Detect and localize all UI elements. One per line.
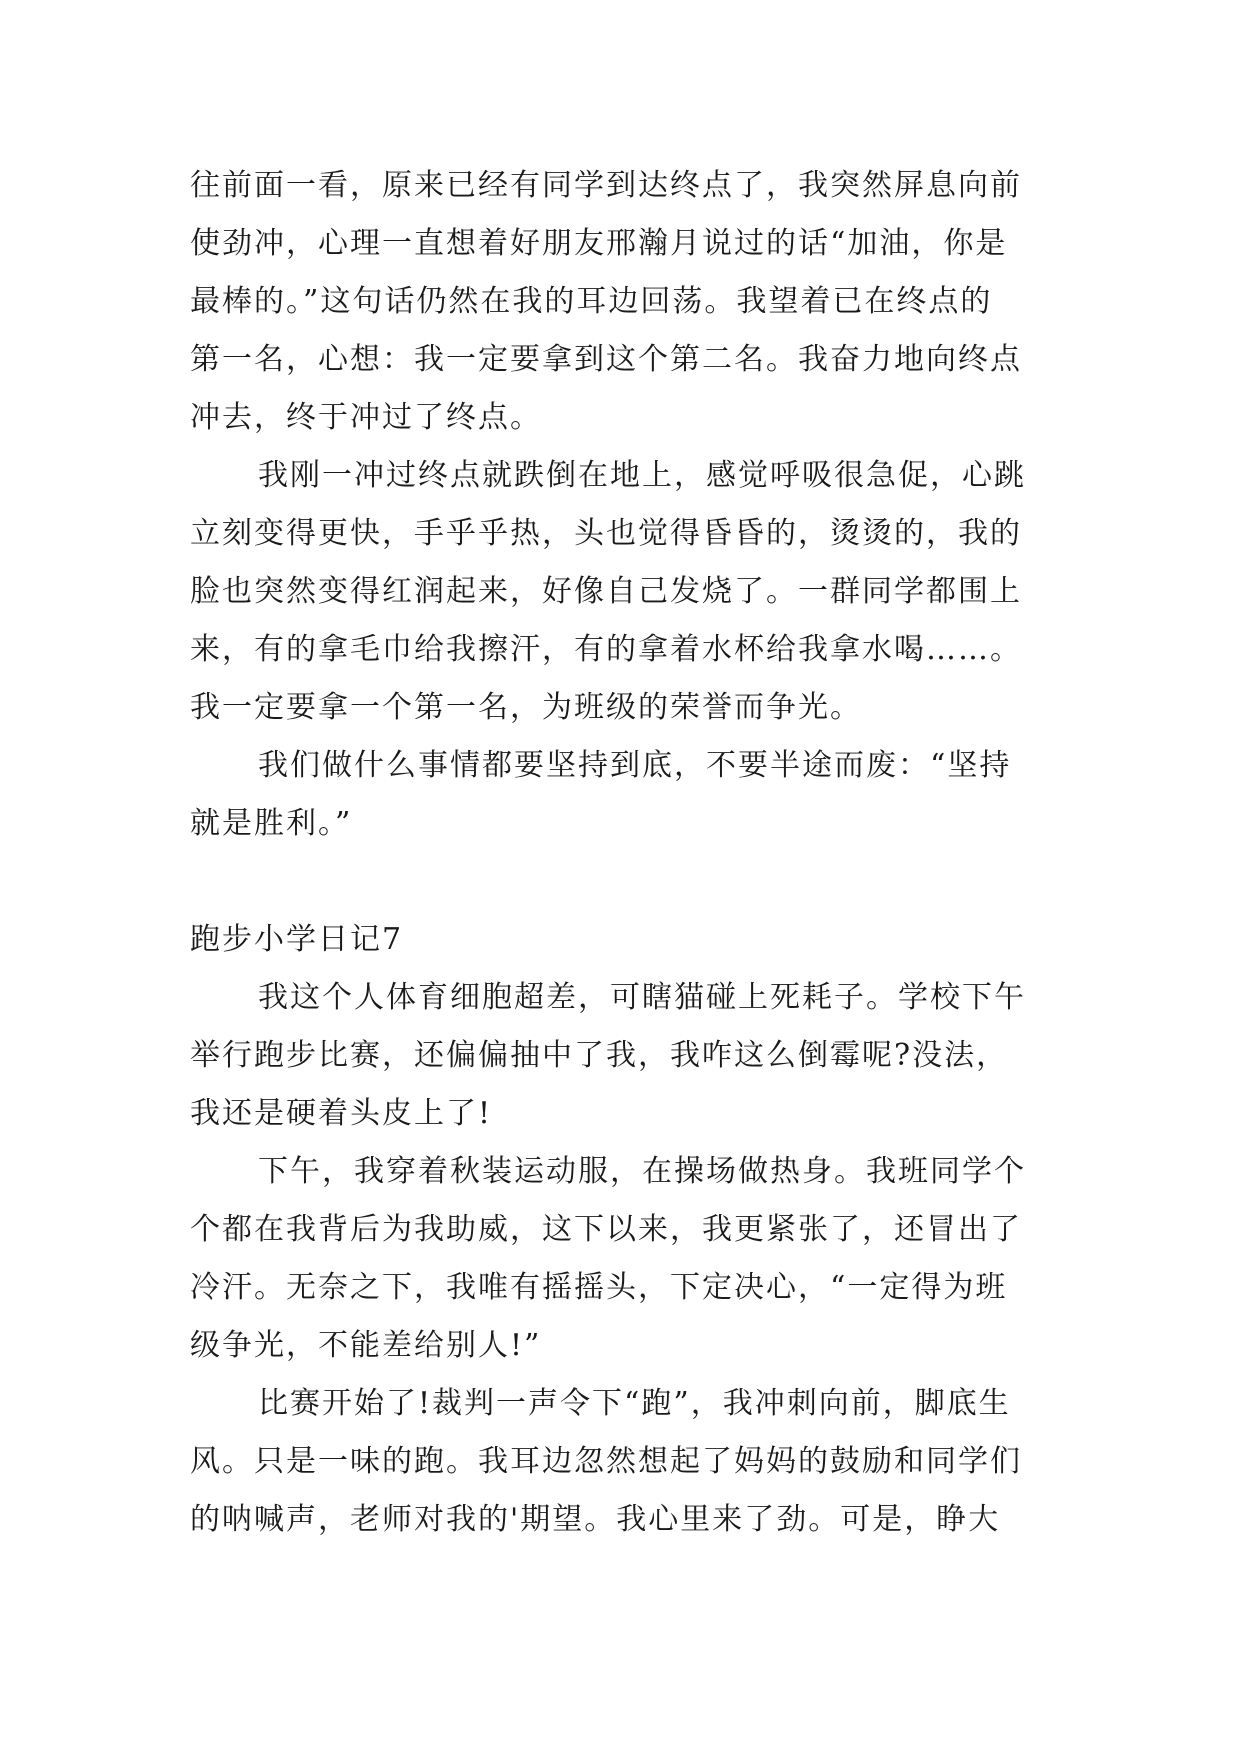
text-line: 下午，我穿着秋装运动服，在操场做热身。我班同学个 [258, 1154, 1026, 1189]
text-block-diary-7 [190, 911, 1070, 1549]
text-line: 的呐喊声，老师对我的'期望。我心里来了劲。可是，睁大 [190, 1502, 1001, 1537]
text-line: 来，有的拿毛巾给我擦汗，有的拿着水杯给我拿水喝……。 [190, 632, 1022, 667]
text-line: 冲去，终于冲过了终点。 [190, 400, 542, 435]
text-line: 举行跑步比赛，还偏偏抽中了我，我咋这么倒霉呢?没法， [190, 1038, 1009, 1073]
text-line: 脸也突然变得红润起来，好像自己发烧了。一群同学都围上 [190, 574, 1022, 609]
text-line: 最棒的。”这句话仍然在我的耳边回荡。我望着已在终点的 [190, 284, 993, 319]
text-line: 第一名，心想：我一定要拿到这个第二名。我奋力地向终点 [190, 342, 1022, 377]
text-line: 就是胜利。” [190, 806, 353, 841]
text-line: 比赛开始了!裁判一声令下“跑”，我冲刺向前，脚底生 [258, 1386, 1011, 1421]
text-line: 我刚一冲过终点就跌倒在地上，感觉呼吸很急促，心跳 [258, 458, 1026, 493]
text-line: 使劲冲，心理一直想着好朋友邢瀚月说过的话“加油，你是 [190, 226, 1008, 261]
text-line: 我还是硬着头皮上了! [190, 1096, 493, 1131]
text-block-race-finish [190, 157, 1070, 853]
text-line: 我这个人体育细胞超差，可瞎猫碰上死耗子。学校下午 [258, 980, 1026, 1015]
text-line: 级争光，不能差给别人!” [190, 1328, 542, 1363]
text-line: 风。只是一味的跑。我耳边忽然想起了妈妈的鼓励和同学们 [190, 1444, 1022, 1479]
text-line: 立刻变得更快，手乎乎热，头也觉得昏昏的，烫烫的，我的 [190, 516, 1022, 551]
text-line: 我们做什么事情都要坚持到底，不要半途而废：“坚持 [258, 748, 1012, 783]
text-line: 往前面一看，原来已经有同学到达终点了，我突然屏息向前 [190, 168, 1022, 203]
text-line: 我一定要拿一个第一名，为班级的荣誉而争光。 [190, 690, 862, 725]
text-line: 冷汗。无奈之下，我唯有摇摇头，下定决心，“一定得为班 [190, 1270, 1008, 1305]
text-line: 个都在我背后为我助威，这下以来，我更紧张了，还冒出了 [190, 1212, 1022, 1247]
diary-heading: 跑步小学日记7 [190, 922, 404, 957]
